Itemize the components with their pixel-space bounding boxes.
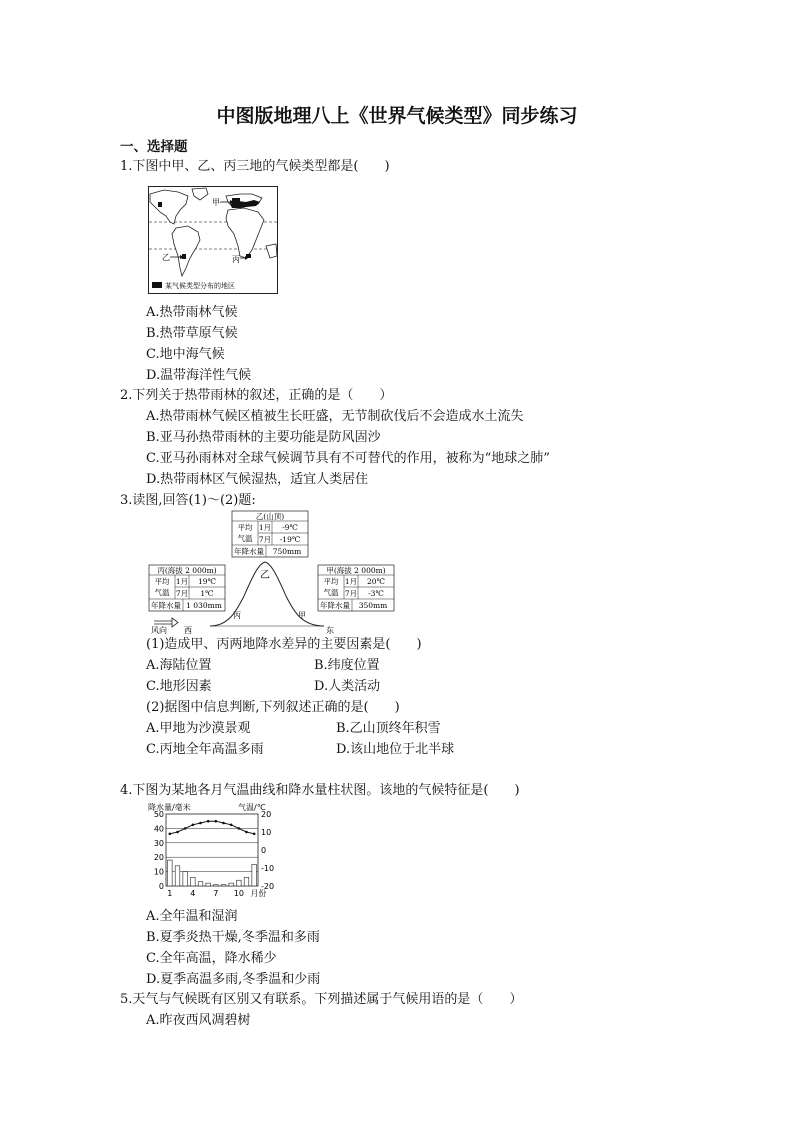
q3-sub2-option-a[interactable]: A.甲地为沙漠景观 bbox=[146, 721, 251, 736]
precip-bar bbox=[244, 877, 249, 886]
temperature-point bbox=[207, 820, 210, 823]
q3-sub1-option-b[interactable]: B.纬度位置 bbox=[314, 658, 380, 673]
table-jia bbox=[318, 565, 394, 611]
left-tick-label: 50 bbox=[153, 810, 164, 819]
page-title: 中图版地理八上《世界气候类型》同步练习 bbox=[216, 105, 578, 127]
svg-text:-3℃: -3℃ bbox=[368, 589, 384, 598]
temperature-curve bbox=[170, 821, 254, 834]
q5-option-a[interactable]: A.昨夜西风凋碧树 bbox=[146, 1013, 251, 1028]
map-label-bing: 丙 bbox=[232, 255, 240, 264]
q4-option-c[interactable]: C.全年高温，降水稀少 bbox=[146, 951, 277, 966]
svg-text:350mm: 350mm bbox=[358, 601, 388, 610]
svg-text:7月: 7月 bbox=[175, 589, 189, 598]
svg-text:750mm: 750mm bbox=[272, 547, 302, 556]
table-bing bbox=[149, 565, 225, 611]
svg-text:19℃: 19℃ bbox=[198, 577, 216, 586]
q2-option-d[interactable]: D.热带雨林区气候湿热，适宜人类居住 bbox=[146, 472, 369, 487]
svg-text:1℃: 1℃ bbox=[200, 589, 214, 598]
climate-chart bbox=[146, 800, 286, 904]
map-legend: 某气候类型分布的地区 bbox=[165, 282, 235, 290]
svg-text:平均: 平均 bbox=[323, 577, 339, 586]
wind-label: 风向 bbox=[151, 626, 167, 634]
q1-option-c[interactable]: C.地中海气候 bbox=[146, 347, 225, 362]
temperature-point bbox=[192, 824, 195, 827]
temperature-point bbox=[238, 827, 241, 830]
svg-text:丙(海拔 2 000m): 丙(海拔 2 000m) bbox=[157, 566, 217, 575]
temperature-point bbox=[215, 820, 218, 823]
svg-text:7月: 7月 bbox=[344, 589, 358, 598]
svg-text:7月: 7月 bbox=[258, 535, 272, 544]
map-label-yi: 乙 bbox=[162, 253, 170, 262]
question-1-stem: 1.下图中甲、乙、丙三地的气候类型都是( ) bbox=[120, 159, 390, 174]
svg-text:1月: 1月 bbox=[258, 523, 272, 532]
q3-sub1-option-a[interactable]: A.海陆位置 bbox=[146, 658, 212, 673]
left-tick-label: 20 bbox=[153, 853, 164, 863]
q4-option-d[interactable]: D.夏季高温多雨,冬季温和少雨 bbox=[146, 972, 321, 987]
temperature-point bbox=[169, 833, 172, 836]
q1-option-b[interactable]: B.热带草原气候 bbox=[146, 326, 238, 341]
precip-bar bbox=[191, 877, 196, 886]
map-label-jia: 甲 bbox=[212, 198, 220, 207]
temperature-point bbox=[230, 824, 233, 827]
left-tick-label: 10 bbox=[153, 867, 164, 877]
q2-option-a[interactable]: A.热带雨林气候区植被生长旺盛，无节制砍伐后不会造成水土流失 bbox=[146, 409, 524, 424]
question-4-stem: 4.下图为某地各月气温曲线和降水量柱状图。该地的气候特征是( ) bbox=[120, 783, 520, 798]
left-tick-label: 30 bbox=[153, 838, 164, 848]
peak-label-yi: 乙 bbox=[260, 570, 270, 581]
temperature-point bbox=[176, 831, 179, 834]
right-tick-label: -20 bbox=[261, 882, 275, 891]
q3-sub1-option-d[interactable]: D.人类活动 bbox=[314, 679, 381, 694]
precip-bar bbox=[221, 885, 226, 886]
svg-text:1月: 1月 bbox=[175, 577, 189, 586]
question-3-stem: 3.读图,回答(1)～(2)题: bbox=[120, 493, 256, 508]
q1-option-a[interactable]: A.热带雨林气候 bbox=[146, 305, 238, 320]
right-tick-label: -10 bbox=[261, 864, 275, 873]
q1-option-d[interactable]: D.温带海洋性气候 bbox=[146, 368, 252, 383]
section-heading: 一、选择题 bbox=[120, 139, 188, 155]
q3-sub1-option-c[interactable]: C.地形因素 bbox=[146, 679, 212, 694]
svg-text:年降水量: 年降水量 bbox=[234, 547, 264, 556]
left-axis-label: 降水量/毫米 bbox=[148, 803, 191, 812]
question-5-stem: 5.天气与气候既有区别又有联系。下列描述属于气候用语的是（ ） bbox=[120, 992, 523, 1007]
precip-bar bbox=[175, 866, 180, 886]
question-2-stem: 2.下列关于热带雨林的叙述，正确的是（ ） bbox=[120, 388, 393, 403]
table-yi bbox=[232, 511, 308, 557]
q2-option-b[interactable]: B.亚马孙热带雨林的主要功能是防风固沙 bbox=[146, 430, 381, 445]
svg-text:20℃: 20℃ bbox=[367, 577, 385, 586]
precip-bar bbox=[229, 883, 234, 886]
svg-text:1月: 1月 bbox=[344, 577, 358, 586]
temperature-point bbox=[253, 833, 256, 836]
svg-text:平均: 平均 bbox=[154, 577, 170, 586]
q3-sub1-stem: (1)造成甲、丙两地降水差异的主要因素是( ) bbox=[146, 637, 422, 652]
svg-text:甲(海拔 2 000m): 甲(海拔 2 000m) bbox=[326, 566, 386, 575]
slope-label-jia: 甲 bbox=[298, 611, 306, 620]
q3-sub2-stem: (2)据图中信息判断,下列叙述正确的是( ) bbox=[146, 700, 400, 715]
svg-text:年降水量: 年降水量 bbox=[151, 601, 181, 610]
q3-sub2-option-b[interactable]: B.乙山顶终年积雪 bbox=[336, 721, 441, 736]
precip-bar bbox=[237, 880, 242, 886]
svg-text:气温: 气温 bbox=[154, 588, 170, 597]
right-tick-label: 0 bbox=[261, 846, 267, 855]
temperature-point bbox=[222, 822, 225, 825]
x-tick-label: 10 bbox=[233, 889, 244, 898]
left-tick-label: 0 bbox=[158, 882, 164, 891]
right-tick-label: 10 bbox=[261, 828, 272, 837]
q3-sub2-option-c[interactable]: C.丙地全年高温多雨 bbox=[146, 742, 264, 757]
x-tick-label: 4 bbox=[190, 889, 196, 898]
q3-sub2-option-d[interactable]: D.该山地位于北半球 bbox=[336, 742, 455, 757]
east-label: 东 bbox=[326, 626, 334, 634]
right-tick-label: 20 bbox=[261, 810, 272, 819]
temperature-point bbox=[199, 822, 202, 825]
precip-bar bbox=[206, 883, 211, 886]
q2-option-c[interactable]: C.亚马孙雨林对全球气候调节具有不可替代的作用，被称为“地球之肺” bbox=[146, 451, 550, 466]
precip-bar bbox=[198, 882, 203, 886]
precip-bar bbox=[168, 860, 173, 886]
q4-option-b[interactable]: B.夏季炎热干燥,冬季温和多雨 bbox=[146, 930, 320, 945]
x-tick-label: 7 bbox=[213, 889, 219, 898]
legend-swatch bbox=[152, 282, 162, 288]
svg-text:-9℃: -9℃ bbox=[282, 523, 298, 532]
svg-text:平均: 平均 bbox=[237, 523, 253, 532]
precip-bar bbox=[183, 872, 188, 886]
world-map-figure bbox=[148, 186, 278, 294]
mountain-diagram bbox=[148, 508, 398, 634]
temperature-point bbox=[184, 827, 187, 830]
x-tick-label: 1 bbox=[167, 889, 173, 898]
svg-text:-19℃: -19℃ bbox=[279, 535, 301, 544]
month-unit-label: 月份 bbox=[250, 889, 267, 898]
svg-text:气温: 气温 bbox=[237, 534, 253, 543]
svg-text:1 030mm: 1 030mm bbox=[186, 601, 222, 610]
svg-text:年降水量: 年降水量 bbox=[320, 601, 350, 610]
svg-text:乙(山顶): 乙(山顶) bbox=[255, 512, 285, 521]
right-axis-label: 气温/℃ bbox=[238, 803, 266, 812]
left-tick-label: 40 bbox=[153, 824, 164, 834]
west-label: 西 bbox=[184, 626, 192, 634]
slope-label-bing: 丙 bbox=[233, 611, 241, 620]
q4-option-a[interactable]: A.全年温和湿润 bbox=[146, 909, 238, 924]
precip-bar bbox=[252, 864, 257, 886]
temperature-point bbox=[245, 831, 248, 834]
svg-text:气温: 气温 bbox=[323, 588, 339, 597]
precip-bar bbox=[214, 885, 219, 886]
